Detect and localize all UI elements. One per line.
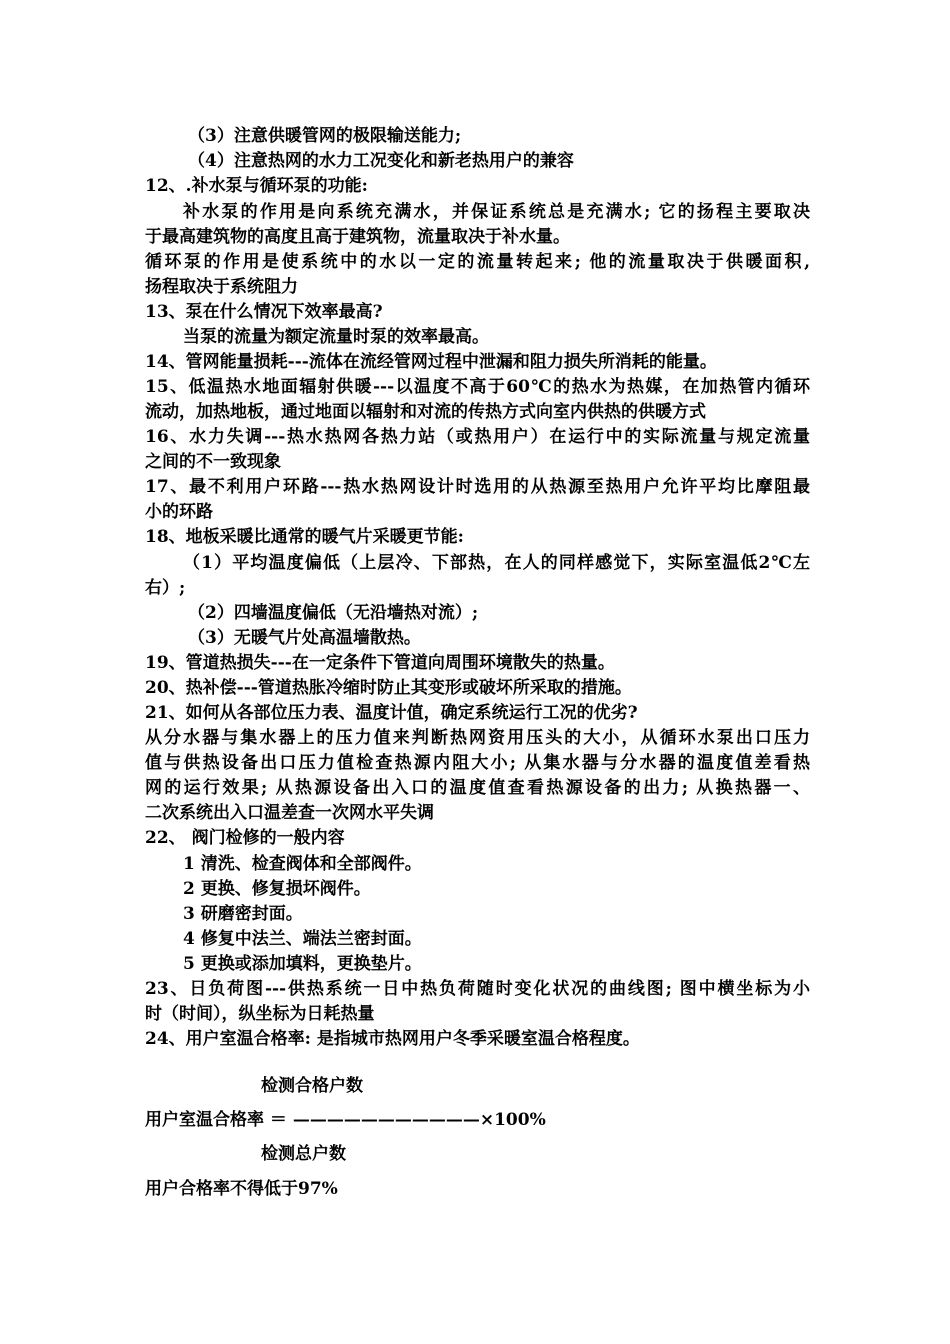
text-line: 于最高建筑物的高度且高于建筑物，流量取决于补水量。 <box>145 227 570 247</box>
section-heading-23: 23、日负荷图---供热系统一日中热负荷随时变化状况的曲线图; 图中横坐标为小 <box>145 979 810 999</box>
text-line: 小的环路 <box>145 502 213 522</box>
text-line: 补水泵的作用是向系统充满水，并保证系统总是充满水; 它的扬程主要取决 <box>183 202 810 222</box>
list-item: 3 研磨密封面。 <box>183 904 303 924</box>
formula-note: 用户合格率不得低于97% <box>145 1179 338 1199</box>
list-item: 5 更换或添加填料，更换垫片。 <box>183 954 422 974</box>
section-heading-24: 24、用户室温合格率: 是指城市热网用户冬季采暖室温合格程度。 <box>145 1029 640 1049</box>
text-line: 从分水器与集水器上的压力值来判断热网资用压头的大小，从循环水泵出口压力 <box>145 728 810 748</box>
text-line: 二次系统出入口温差查一次网水平失调 <box>145 803 434 823</box>
section-heading-15: 15、低温热水地面辐射供暖---以温度不高于60℃的热水为热媒，在加热管内循环 <box>145 377 810 397</box>
text-line: （4）注意热网的水力工况变化和新老热用户的兼容 <box>188 151 574 171</box>
section-heading-14: 14、管网能量损耗---流体在流经管网过程中泄漏和阻力损失所消耗的能量。 <box>145 352 717 372</box>
text-line: 循环泵的作用是使系统中的水以一定的流量转起来; 他的流量取决于供暖面积, <box>145 252 810 272</box>
list-item: 2 更换、修复损坏阀件。 <box>183 879 371 899</box>
text-line: （3）注意供暖管网的极限输送能力; <box>188 126 462 146</box>
section-heading-17: 17、最不利用户环路---热水热网设计时选用的从热源至热用户允许平均比摩阻最 <box>145 477 810 497</box>
text-line: 右）; <box>145 578 186 598</box>
section-heading-12: 12、.补水泵与循环泵的功能: <box>145 176 368 196</box>
text-line: （1）平均温度偏低（上层冷、下部热，在人的同样感觉下，实际室温低2℃左 <box>183 553 810 573</box>
text-line: 之间的不一致现象 <box>145 452 281 472</box>
section-heading-22: 22、 阀门检修的一般内容 <box>145 828 345 848</box>
text-line: （3）无暖气片处高温墙散热。 <box>188 628 421 648</box>
formula-numerator: 检测合格户数 <box>261 1076 363 1096</box>
text-line: 值与供热设备出口压力值检查热源内阻大小; 从集水器与分水器的温度值差看热 <box>145 753 810 773</box>
formula-expression: 用户室温合格率 ＝ ———————————×100% <box>145 1110 546 1130</box>
section-heading-21: 21、如何从各部位压力表、温度计值，确定系统运行工况的优劣? <box>145 703 638 723</box>
section-heading-13: 13、泵在什么情况下效率最高? <box>145 302 383 322</box>
text-line: 流动，加热地板，通过地面以辐射和对流的传热方式向室内供热的供暖方式 <box>145 402 706 422</box>
list-item: 4 修复中法兰、端法兰密封面。 <box>183 929 422 949</box>
text-line: 时（时间），纵坐标为日耗热量 <box>145 1004 375 1024</box>
section-heading-19: 19、管道热损失---在一定条件下管道向周围环境散失的热量。 <box>145 653 615 673</box>
text-line: （2）四墙温度偏低（无沿墙热对流）; <box>188 603 479 623</box>
text-line: 扬程取决于系统阻力 <box>145 277 298 297</box>
section-heading-18: 18、地板采暖比通常的暖气片采暖更节能: <box>145 527 464 547</box>
text-line: 网的运行效果; 从热源设备出入口的温度值查看热源设备的出力; 从换热器一、 <box>145 778 810 798</box>
section-heading-20: 20、热补偿---管道热胀冷缩时防止其变形或破坏所采取的措施。 <box>145 678 632 698</box>
text-line: 当泵的流量为额定流量时泵的效率最高。 <box>183 327 489 347</box>
section-heading-16: 16、水力失调---热水热网各热力站（或热用户）在运行中的实际流量与规定流量 <box>145 427 810 447</box>
list-item: 1 清洗、检查阀体和全部阀件。 <box>183 854 422 874</box>
formula-denominator: 检测总户数 <box>261 1144 346 1164</box>
